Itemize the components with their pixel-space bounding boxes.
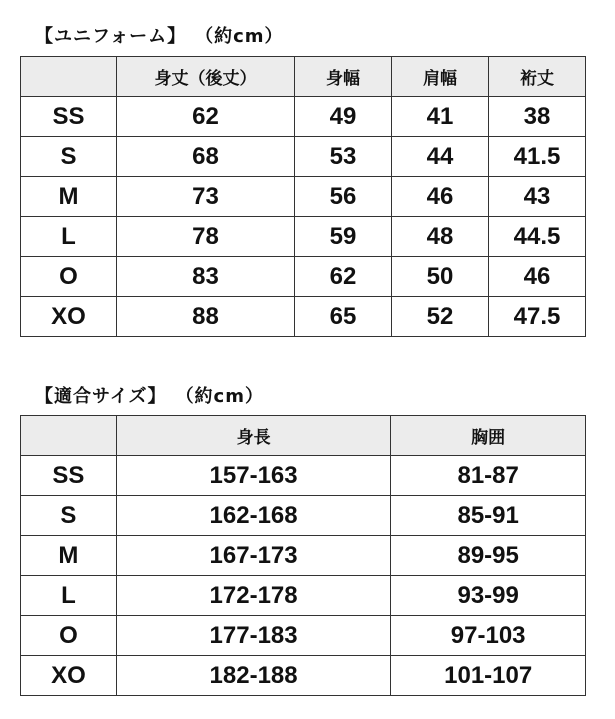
- table-row: [21, 616, 586, 656]
- table-cell: 62: [295, 257, 392, 297]
- fit-unit: （約cm）: [184, 386, 264, 407]
- size-label: L: [21, 576, 117, 616]
- table-cell: 41.5: [489, 137, 586, 177]
- table-cell: 177-183: [116, 616, 390, 656]
- table-cell: 53: [295, 137, 392, 177]
- table-cell: 48: [392, 217, 489, 257]
- header-cell: 肩幅: [392, 57, 489, 97]
- table-row: [21, 496, 586, 536]
- fit-size-table: [20, 415, 586, 696]
- table-cell: 44: [392, 137, 489, 177]
- table-cell: 162-168: [116, 496, 390, 536]
- table-cell: 167-173: [116, 536, 390, 576]
- table-cell: 83: [117, 257, 295, 297]
- size-label: S: [21, 496, 117, 536]
- uniform-title: 【ユニフォーム】: [35, 26, 187, 47]
- header-cell: 身丈（後丈）: [117, 57, 295, 97]
- table-row: [21, 297, 586, 337]
- header-cell: [21, 57, 117, 97]
- table-cell: 43: [489, 177, 586, 217]
- table-row: [21, 656, 586, 696]
- table-cell: 101-107: [391, 656, 586, 696]
- header-cell: 裄丈: [489, 57, 586, 97]
- uniform-size-table: [20, 56, 586, 337]
- size-label: M: [21, 177, 117, 217]
- size-label: XO: [21, 297, 117, 337]
- table-cell: 38: [489, 97, 586, 137]
- table-cell: 47.5: [489, 297, 586, 337]
- table-row: [21, 456, 586, 496]
- size-label: O: [21, 616, 117, 656]
- size-label: S: [21, 137, 117, 177]
- table-row: [21, 177, 586, 217]
- table-cell: 172-178: [116, 576, 390, 616]
- table-cell: 44.5: [489, 217, 586, 257]
- table-cell: 50: [392, 257, 489, 297]
- size-label: M: [21, 536, 117, 576]
- table-header-row: [21, 416, 586, 456]
- table-cell: 93-99: [391, 576, 586, 616]
- table-cell: 59: [295, 217, 392, 257]
- table-cell: 46: [489, 257, 586, 297]
- table-cell: 73: [117, 177, 295, 217]
- table-cell: 68: [117, 137, 295, 177]
- table-cell: 52: [392, 297, 489, 337]
- table-cell: 89-95: [391, 536, 586, 576]
- table-cell: 182-188: [116, 656, 390, 696]
- uniform-unit: （約cm）: [204, 26, 284, 47]
- header-cell: 身長: [116, 416, 390, 456]
- table-cell: 62: [117, 97, 295, 137]
- table-cell: 97-103: [391, 616, 586, 656]
- table-row: [21, 576, 586, 616]
- table-cell: 88: [117, 297, 295, 337]
- size-label: XO: [21, 656, 117, 696]
- table-cell: 78: [117, 217, 295, 257]
- table-header-row: [21, 57, 586, 97]
- size-label: SS: [21, 456, 117, 496]
- header-cell: 胸囲: [391, 416, 586, 456]
- table-cell: 85-91: [391, 496, 586, 536]
- table-row: [21, 536, 586, 576]
- table-row: [21, 137, 586, 177]
- size-label: O: [21, 257, 117, 297]
- table-cell: 49: [295, 97, 392, 137]
- table-row: [21, 97, 586, 137]
- table-cell: 56: [295, 177, 392, 217]
- header-cell: 身幅: [295, 57, 392, 97]
- fit-section-title: [35, 382, 264, 408]
- size-label: L: [21, 217, 117, 257]
- table-cell: 157-163: [116, 456, 390, 496]
- table-cell: 65: [295, 297, 392, 337]
- table-cell: 81-87: [391, 456, 586, 496]
- table-row: [21, 217, 586, 257]
- header-cell: [21, 416, 117, 456]
- uniform-section-title: [35, 22, 284, 48]
- table-cell: 46: [392, 177, 489, 217]
- size-label: SS: [21, 97, 117, 137]
- table-row: [21, 257, 586, 297]
- fit-title: 【適合サイズ】: [35, 386, 167, 407]
- table-cell: 41: [392, 97, 489, 137]
